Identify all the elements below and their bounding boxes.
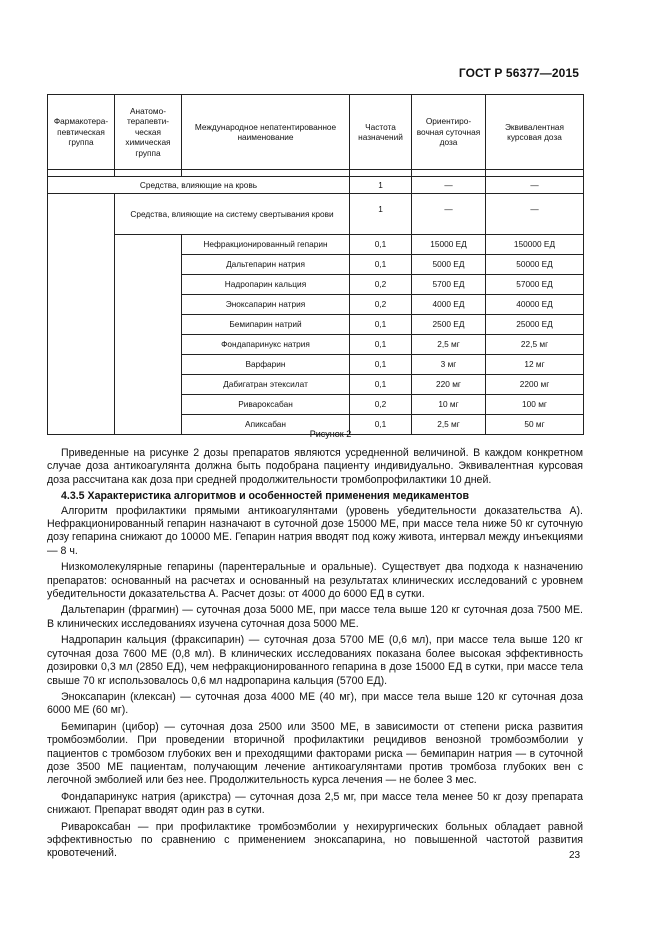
drug-frequency: 0,2 <box>350 295 412 315</box>
drug-course-dose: 50000 ЕД <box>486 255 584 275</box>
drug-frequency: 0,1 <box>350 355 412 375</box>
atc-group-cell <box>115 235 182 435</box>
group-blood-course-dose: — <box>486 177 584 194</box>
drug-daily-dose: 2,5 мг <box>412 335 486 355</box>
paragraph: Надропарин кальция (фраксипарин) — суточная доза 5700 МЕ (0,6 мл), при массе тела выше 120 кг суточная доза 7600 МЕ (0,8 мл). В клинических исследованиях показана более высокая эффективность дозировки 0,3 мл (2850 ЕД), чем нефракционированного гепарина в дозе 15000 ЕД в сутки, при массе тела свыше 70 кг использовалось 0,6 мл надропарина кальция (5700 ЕД). <box>47 634 583 687</box>
header-daily-dose: Ориентиро-вочная суточная доза <box>412 95 486 170</box>
table-gap-row <box>48 170 584 177</box>
group-coag-label: Средства, влияющие на систему свертывания крови <box>115 194 350 235</box>
pharm-group-cell <box>48 194 115 435</box>
group-coag-frequency: 1 <box>350 194 412 235</box>
drug-name: Ривароксабан <box>182 395 350 415</box>
drug-name: Апиксабан <box>182 415 350 435</box>
drug-name: Фондапаринукс натрия <box>182 335 350 355</box>
paragraph: Низкомолекулярные гепарины (парентеральные и оральные). Существует два подхода к назначению препаратов: основанный на расчетах и основанный на результатах клинических исследований с уровнем убедительности доказательства А. Расчет дозы: от 4000 до 6000 ЕД в сутки. <box>47 561 583 601</box>
drug-name: Надропарин кальция <box>182 275 350 295</box>
body-text <box>47 447 583 864</box>
group-coag-course-dose: — <box>486 194 584 235</box>
header-pharm-group: Фармакотера-певтическая группа <box>48 95 115 170</box>
header-course-dose: Эквивалентная курсовая доза <box>486 95 584 170</box>
drug-name: Нефракционированный гепарин <box>182 235 350 255</box>
drug-daily-dose: 220 мг <box>412 375 486 395</box>
header-atc-group: Анатомо-терапевти-ческая химическая группа <box>115 95 182 170</box>
drug-name: Варфарин <box>182 355 350 375</box>
group-coag-daily-dose: — <box>412 194 486 235</box>
drug-frequency: 0,1 <box>350 315 412 335</box>
drug-frequency: 0,2 <box>350 275 412 295</box>
drug-daily-dose: 5700 ЕД <box>412 275 486 295</box>
drug-course-dose: 2200 мг <box>486 375 584 395</box>
paragraph: Алгоритм профилактики прямыми антикоагулянтами (уровень убедительности доказательства А). Нефракционированный гепарин назначают в суточной дозе 15000 МЕ, при массе тела ниже 50 кг суточную дозу гепарина снижают до 10000 МЕ. Гепарин натрия вводят под кожу живота, интервал между инъекциями — 8 ч. <box>47 504 583 557</box>
drug-frequency: 0,2 <box>350 395 412 415</box>
drug-name: Дабигатран этексилат <box>182 375 350 395</box>
drug-daily-dose: 10 мг <box>412 395 486 415</box>
paragraph: Ривароксабан — при профилактике тромбоэмболии у нехирургических больных обладает равной эффективностью по сравнению с применением эноксапарина, но повышенной частотой развития кровотечений. <box>47 820 583 860</box>
page-number: 23 <box>569 850 581 861</box>
paragraph: Фондапаринукс натрия (арикстра) — суточная доза 2,5 мг, при массе тела менее 50 кг дозу препарата снижают. Препарат вводят один раз в сутки. <box>47 790 583 817</box>
drug-course-dose: 100 мг <box>486 395 584 415</box>
drug-frequency: 0,1 <box>350 415 412 435</box>
drug-course-dose: 57000 ЕД <box>486 275 584 295</box>
drug-name: Дальтепарин натрия <box>182 255 350 275</box>
figure-caption: Рисунок 2 <box>309 429 352 439</box>
paragraph: Эноксапарин (клексан) — суточная доза 4000 МЕ (40 мг), при массе тела выше 120 кг суточная доза 6000 МЕ (60 мг). <box>47 690 583 717</box>
drug-course-dose: 12 мг <box>486 355 584 375</box>
table-header-row <box>48 95 584 170</box>
drug-name: Бемипарин натрий <box>182 315 350 335</box>
paragraph: Дальтепарин (фрагмин) — суточная доза 5000 МЕ, при массе тела выше 120 кг суточная доза 7500 МЕ. В клинических исследованиях изучена суточная доза 5000 МЕ. <box>47 604 583 630</box>
drug-daily-dose: 2500 ЕД <box>412 315 486 335</box>
drug-course-dose: 50 мг <box>486 415 584 435</box>
standard-code: ГОСТ Р 56377—2015 <box>458 66 579 80</box>
header-inn: Международное непатентированное наименование <box>182 95 350 170</box>
drug-course-dose: 25000 ЕД <box>486 315 584 335</box>
drug-frequency: 0,1 <box>350 255 412 275</box>
group-blood-frequency: 1 <box>350 177 412 194</box>
drug-frequency: 0,1 <box>350 235 412 255</box>
drug-course-dose: 150000 ЕД <box>486 235 584 255</box>
drug-frequency: 0,1 <box>350 335 412 355</box>
paragraph: Приведенные на рисунке 2 дозы препаратов являются усредненной величиной. В каждом конкретном случае доза антикоагулянта должна быть подобрана пациенту индивидуально. Эквивалентная курсовая доза рассчитана как доза при средней продолжительности тромбопрофилактики 10 дней. <box>47 447 583 486</box>
drug-daily-dose: 4000 ЕД <box>412 295 486 315</box>
drug-daily-dose: 3 мг <box>412 355 486 375</box>
drug-course-dose: 40000 ЕД <box>486 295 584 315</box>
group-blood-label: Средства, влияющие на кровь <box>48 177 350 194</box>
group-coag-row <box>48 194 584 235</box>
drug-daily-dose: 5000 ЕД <box>412 255 486 275</box>
drug-frequency: 0,1 <box>350 375 412 395</box>
drug-course-dose: 22,5 мг <box>486 335 584 355</box>
table-row <box>48 235 584 255</box>
drug-daily-dose: 2,5 мг <box>412 415 486 435</box>
drug-dose-table <box>47 94 584 435</box>
group-blood-row <box>48 177 584 194</box>
drug-daily-dose: 15000 ЕД <box>412 235 486 255</box>
drug-name: Эноксапарин натрия <box>182 295 350 315</box>
section-heading: 4.3.5 Характеристика алгоритмов и особенностей применения медикаментов <box>61 490 469 503</box>
paragraph: Бемипарин (цибор) — суточная доза 2500 или 3500 МЕ, в зависимости от степени риска развития тромбоэмболии. При проведении вторичной профилактики рецидивов венозной тромбоэмболии у пациентов с тромбозом глубоких вен и преходящими факторами риска — бемипарин натрия — в суточной дозе 3500 МЕ пациентам, получающим лечение антикоагулянтами против тромбоза глубоких вен с легочной эмболией или без нее. Продолжительность курса лечения — не более 3 мес. <box>47 720 583 787</box>
group-blood-daily-dose: — <box>412 177 486 194</box>
header-frequency: Частота назначений <box>350 95 412 170</box>
